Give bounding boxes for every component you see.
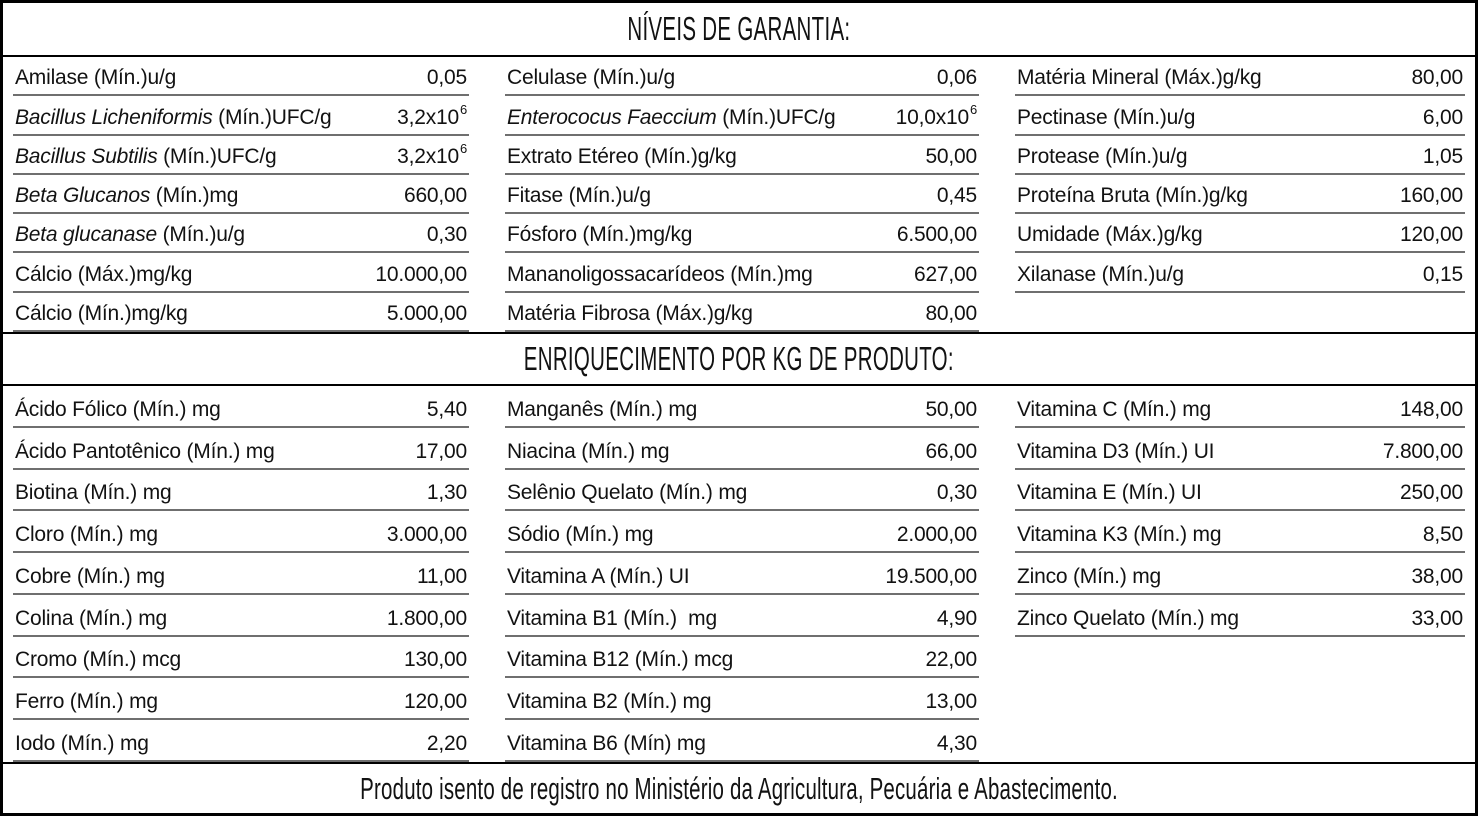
table-row xyxy=(505,175,979,214)
row-value: 5.000,00 xyxy=(386,301,467,325)
row-value: 6.500,00 xyxy=(896,223,977,247)
column xyxy=(13,57,469,332)
table-row xyxy=(505,386,979,428)
row-value: 19.500,00 xyxy=(885,564,977,588)
row-value: 2.000,00 xyxy=(896,523,977,547)
row-label: Beta Glucanos (Mín.)mg xyxy=(15,184,239,208)
table-row xyxy=(505,595,979,637)
table-row xyxy=(505,293,979,332)
row-value: 38,00 xyxy=(1411,564,1463,588)
row-value: 0,45 xyxy=(936,184,977,208)
table-row xyxy=(13,678,469,720)
row-label: Vitamina C (Mín.) mg xyxy=(1017,397,1211,421)
footer xyxy=(3,764,1475,813)
table-row xyxy=(1015,386,1465,428)
row-label: Protease (Mín.)u/g xyxy=(1017,144,1188,168)
row-label: Zinco Quelato (Mín.) mg xyxy=(1017,606,1239,630)
row-label: Xilanase (Mín.)u/g xyxy=(1017,262,1184,286)
row-value: 6,00 xyxy=(1422,105,1463,129)
table-row xyxy=(1015,595,1465,637)
row-label: Cromo (Mín.) mcg xyxy=(15,648,181,672)
footer-text: Produto isento de registro no Ministério da Agricultura, Pecuária e Abastecimento. xyxy=(360,770,1118,806)
row-value: 120,00 xyxy=(403,690,467,714)
row-value: 80,00 xyxy=(1411,66,1463,90)
section-header-enriquecimento xyxy=(3,334,1475,384)
row-label: Amilase (Mín.)u/g xyxy=(15,66,177,90)
row-value: 0,06 xyxy=(936,66,977,90)
row-label: Cálcio (Máx.)mg/kg xyxy=(15,262,193,286)
row-value: 3.000,00 xyxy=(386,523,467,547)
section-title-niveis: NÍVEIS DE GARANTIA: xyxy=(627,10,851,47)
row-label: Matéria Fibrosa (Máx.)g/kg xyxy=(507,301,753,325)
row-label: Umidade (Máx.)g/kg xyxy=(1017,223,1203,247)
table-row xyxy=(13,214,469,253)
row-value: 33,00 xyxy=(1411,606,1463,630)
table-row xyxy=(13,253,469,292)
row-value: 22,00 xyxy=(925,648,977,672)
row-value: 5,40 xyxy=(426,397,467,421)
column xyxy=(13,386,469,762)
row-value: 4,30 xyxy=(936,731,977,755)
table-row xyxy=(1015,553,1465,595)
row-value: 130,00 xyxy=(403,648,467,672)
row-value: 50,00 xyxy=(925,397,977,421)
table-row xyxy=(1015,470,1465,512)
row-label: Vitamina B1 (Mín.) mg xyxy=(507,606,717,630)
table-row xyxy=(505,136,979,175)
table-row xyxy=(1015,175,1465,214)
row-label: Cobre (Mín.) mg xyxy=(15,564,165,588)
row-value: 120,00 xyxy=(1399,223,1463,247)
table-row xyxy=(1015,96,1465,135)
row-value: 0,05 xyxy=(426,66,467,90)
row-label: Vitamina B2 (Mín.) mg xyxy=(507,690,712,714)
row-value: 660,00 xyxy=(403,184,467,208)
row-value: 13,00 xyxy=(925,690,977,714)
row-value: 2,20 xyxy=(426,731,467,755)
table-row xyxy=(13,57,469,96)
row-label: Bacillus Subtilis (Mín.)UFC/g xyxy=(15,144,277,168)
row-value: 17,00 xyxy=(415,439,467,463)
table-row xyxy=(13,175,469,214)
row-value: 148,00 xyxy=(1399,397,1463,421)
row-label: Colina (Mín.) mg xyxy=(15,606,168,630)
table-row xyxy=(1015,428,1465,470)
row-value: 160,00 xyxy=(1399,184,1463,208)
table-row xyxy=(13,637,469,679)
niveis-de-garantia-table xyxy=(3,57,1475,332)
row-label: Cloro (Mín.) mg xyxy=(15,523,158,547)
row-value: $3,2x10^6$ xyxy=(397,140,467,168)
row-label: Manganês (Mín.) mg xyxy=(507,397,698,421)
row-value: $10,0x10^6$ xyxy=(895,101,977,129)
row-label: Vitamina E (Mín.) UI xyxy=(1017,481,1202,505)
row-value: 7.800,00 xyxy=(1382,439,1463,463)
column xyxy=(505,57,979,332)
row-value: 627,00 xyxy=(913,262,977,286)
row-label: Niacina (Mín.) mg xyxy=(507,439,670,463)
table-row xyxy=(13,386,469,428)
row-label: Vitamina B6 (Mín) mg xyxy=(507,731,706,755)
table-row xyxy=(505,678,979,720)
table-row xyxy=(13,720,469,762)
table-row xyxy=(1015,214,1465,253)
table-row xyxy=(505,428,979,470)
row-label: Extrato Etéreo (Mín.)g/kg xyxy=(507,144,737,168)
row-label: Matéria Mineral (Máx.)g/kg xyxy=(1017,66,1262,90)
row-value: 50,00 xyxy=(925,144,977,168)
section-title-enriquecimento: ENRIQUECIMENTO POR KG DE PRODUTO: xyxy=(523,340,955,377)
row-label: Vitamina A (Mín.) UI xyxy=(507,564,690,588)
row-label: Ferro (Mín.) mg xyxy=(15,690,158,714)
table-row xyxy=(13,293,469,332)
row-label: Sódio (Mín.) mg xyxy=(507,523,654,547)
row-label: Fitase (Mín.)u/g xyxy=(507,184,651,208)
row-value: 1.800,00 xyxy=(386,606,467,630)
table-row xyxy=(505,214,979,253)
table-row xyxy=(1015,511,1465,553)
table-row xyxy=(13,136,469,175)
table-row xyxy=(505,253,979,292)
row-label: Bacillus Licheniformis (Mín.)UFC/g xyxy=(15,105,332,129)
row-label: Vitamina B12 (Mín.) mcg xyxy=(507,648,734,672)
row-label: Enterococus Faeccium (Mín.)UFC/g xyxy=(507,105,836,129)
column xyxy=(505,386,979,762)
table-row xyxy=(13,428,469,470)
row-value: $3,2x10^6$ xyxy=(397,101,467,129)
table-row xyxy=(505,511,979,553)
table-row xyxy=(505,553,979,595)
row-label: Pectinase (Mín.)u/g xyxy=(1017,105,1196,129)
column xyxy=(1015,386,1465,762)
row-label: Vitamina K3 (Mín.) mg xyxy=(1017,523,1222,547)
row-value: 4,90 xyxy=(936,606,977,630)
table-row xyxy=(13,553,469,595)
table-row xyxy=(1015,136,1465,175)
table-row xyxy=(505,470,979,512)
row-value: 80,00 xyxy=(925,301,977,325)
row-label: Cálcio (Mín.)mg/kg xyxy=(15,301,188,325)
row-value: 1,30 xyxy=(426,481,467,505)
row-value: 250,00 xyxy=(1399,481,1463,505)
row-value: 11,00 xyxy=(417,564,467,588)
row-label: Iodo (Mín.) mg xyxy=(15,731,149,755)
row-value: 1,05 xyxy=(1422,144,1463,168)
table-row xyxy=(13,470,469,512)
row-label: Mananoligossacarídeos (Mín.)mg xyxy=(507,262,813,286)
row-label: Ácido Pantotênico (Mín.) mg xyxy=(15,439,275,463)
row-value: 0,15 xyxy=(1422,262,1463,286)
row-value: 0,30 xyxy=(936,481,977,505)
row-label: Beta glucanase (Mín.)u/g xyxy=(15,223,245,247)
row-label: Proteína Bruta (Mín.)g/kg xyxy=(1017,184,1248,208)
row-label: Vitamina D3 (Mín.) UI xyxy=(1017,439,1215,463)
row-label: Zinco (Mín.) mg xyxy=(1017,564,1162,588)
section-header-niveis xyxy=(3,3,1475,55)
table-row xyxy=(1015,57,1465,96)
column xyxy=(1015,57,1465,332)
table-row xyxy=(505,57,979,96)
row-value: 66,00 xyxy=(925,439,977,463)
row-label: Selênio Quelato (Mín.) mg xyxy=(507,481,748,505)
row-label: Celulase (Mín.)u/g xyxy=(507,66,675,90)
table-row xyxy=(13,511,469,553)
table-row xyxy=(505,96,979,135)
row-value: 10.000,00 xyxy=(375,262,467,286)
table-row xyxy=(13,96,469,135)
table-row xyxy=(505,637,979,679)
table-row xyxy=(13,595,469,637)
table-row xyxy=(1015,253,1465,292)
row-label: Biotina (Mín.) mg xyxy=(15,481,172,505)
table-row xyxy=(505,720,979,762)
enriquecimento-table xyxy=(3,386,1475,762)
row-label: Ácido Fólico (Mín.) mg xyxy=(15,397,221,421)
row-label: Fósforo (Mín.)mg/kg xyxy=(507,223,693,247)
row-value: 8,50 xyxy=(1422,523,1463,547)
row-value: 0,30 xyxy=(426,223,467,247)
